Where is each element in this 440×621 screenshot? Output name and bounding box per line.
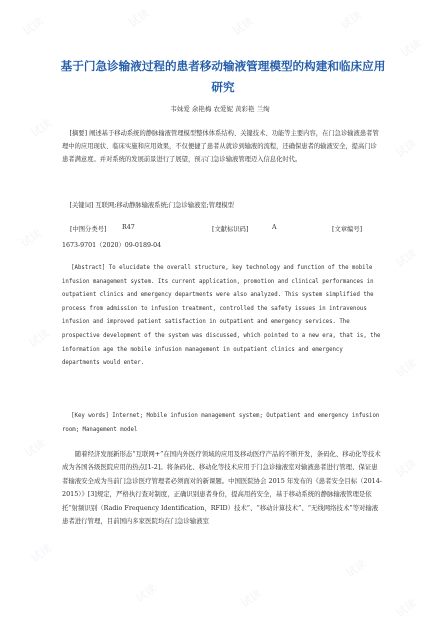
cls-value: R47 — [122, 224, 135, 231]
abstract-chinese-text: 阐述基于移动系统的静脉输液管理模型整体体系结构、关键技术、功能等主要内容，在门急诊输液患者管理中的应用现状、临床实施和应用效果，不仅便捷了患者从就诊到输液的流程，还确保患者的输液安全，提高门诊患者满意度。并对系统的发展前景进行了展望，预示门急诊输液管理迈入信息化时代。 — [62, 130, 379, 163]
watermark-text: 试读 — [22, 436, 49, 461]
author-list: 韦妹爱 余艳梅 农爱妮 黄彩艳 兰绚 — [170, 105, 270, 113]
keywords-chinese-text: 互联网;移动静脉输液系统;门急诊输液室;管理模型 — [95, 202, 234, 209]
body-paragraph: 随着经济发展新形态“互联网+”在国内外医疗领域的应用及移动医疗产品的不断开发，条码化、移动化等技术成为各国各级医院应用的热点[1-2]。将条码化、移动化等技术应用于门急诊输液室对输液患者进行管理、保证患者输液安全成为当前门急诊医疗管理者必须面对的新课题。中国医院协会 2015 年发布的《患者安全目标（2014-2015）》[3]规定，严格执行查对制度，正确识别患者身份，提高用药安全，基于移动系统的静脉输液管理是依托“射频识别（Radio Frequency Identification，RFID）技术”、“移动计算技术”、“无线网络技术”等对输液患者进行管理，目前国内多家医院均在门急诊输液室 — [62, 450, 382, 526]
watermark-text: 试读 — [343, 556, 370, 581]
abstract-english — [62, 262, 382, 371]
watermark-text: 试读 — [393, 356, 420, 381]
cls-label: [中图分类号] — [70, 226, 107, 233]
keywords-chinese — [62, 199, 382, 212]
keywords-english-label: [Key words] — [71, 413, 109, 419]
watermark-text: 试读 — [20, 14, 47, 39]
article-number: 1673-9701（2020）09-0189-04 — [62, 242, 162, 249]
watermark-text: 试读 — [133, 581, 160, 606]
abstract-english-label: [Abstract] — [71, 265, 106, 271]
watermark-text: 试读 — [238, 586, 265, 611]
abstract-chinese — [62, 127, 382, 166]
watermark-text: 试读 — [338, 8, 365, 33]
doc-code-value: A — [272, 224, 277, 231]
abstract-english-text: To elucidate the overall structure, key technology and function of the mobile infusion management system. Its current application, promotion and clinical performances in outpatient clinics and emergency departments were also analyzed. This system simplified the process from admission to infusion treatment, controlled the safety issues in intravenous infusion and improved patient satisfaction in outpatient and emergency services. The prospective development of the system was discussed, which pointed to a new era, that is, the information age the mobile infusion management in outpatient clinics and emergency departments would enter. — [62, 265, 381, 367]
watermark-text: 试读 — [26, 326, 53, 351]
watermark-text: 试读 — [393, 246, 420, 271]
watermark-text: 试读 — [126, 6, 153, 31]
watermark-text: 试读 — [230, 14, 257, 39]
watermark-text: 试读 — [398, 36, 425, 61]
watermark-text: 试读 — [393, 596, 420, 621]
keywords-chinese-label: [关键词] — [69, 202, 94, 209]
article-id-label: [文章编号] — [332, 226, 363, 233]
abstract-chinese-label: [摘要] — [69, 130, 88, 137]
doc-code-label: [文献标识码] — [212, 226, 249, 233]
watermark-text: 试读 — [28, 541, 55, 566]
keywords-english — [62, 410, 382, 437]
keywords-english-text: Internet; Mobile infusion management system; Outpatient and emergency infusion room; Management model — [62, 413, 380, 433]
watermark-text: 试读 — [28, 116, 55, 141]
watermark-text: 试读 — [393, 456, 420, 481]
watermark-text: 试读 — [393, 136, 420, 161]
article-title: 基于门急诊输液过程的患者移动输液管理模型的构建和临床应用研究 — [60, 59, 386, 94]
watermark-text: 试读 — [18, 226, 45, 251]
